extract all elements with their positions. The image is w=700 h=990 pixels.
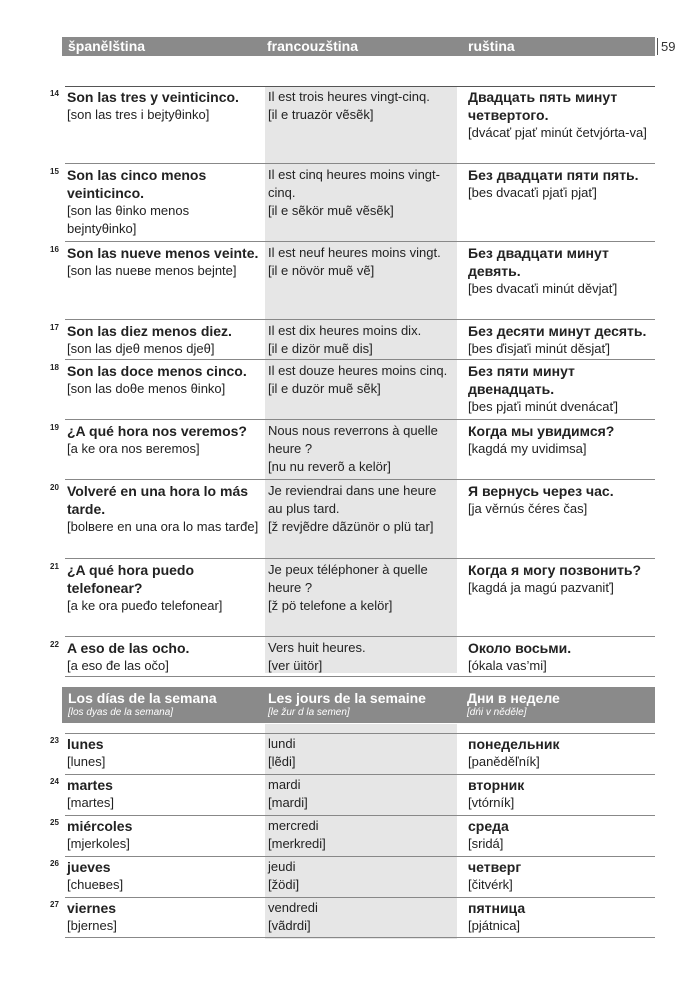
cell-fr xyxy=(268,899,454,935)
phrase-es: A eso de las ocho. xyxy=(67,640,190,656)
item-number: 16 xyxy=(50,245,59,254)
column-header-bar xyxy=(62,37,655,56)
cell-ru xyxy=(468,561,653,597)
phrase-es: Son las tres y veinticinco. xyxy=(67,89,239,105)
phrase-fr: Il est douze heures moins cinq. xyxy=(268,363,448,378)
cell-es xyxy=(67,362,262,398)
cell-ru xyxy=(468,362,653,416)
pronunciation-fr: [il e növör muẽ vẽ] xyxy=(268,263,375,278)
pronunciation-fr: [ž pö telefone a kelör] xyxy=(268,598,393,613)
row-divider xyxy=(65,241,655,242)
pronunciation-fr: [ver üitör] xyxy=(268,658,323,673)
pronunciation-fr: [merkredi] xyxy=(268,836,326,851)
section-title-ru: Дни в неделе xyxy=(467,690,560,706)
cell-fr xyxy=(268,422,454,476)
section-title-es: Los días de la semana xyxy=(68,690,217,706)
phrase-ru: вторник xyxy=(468,777,525,793)
cell-fr xyxy=(268,858,454,894)
cell-ru xyxy=(468,88,653,142)
phrase-ru: Около восьми. xyxy=(468,640,572,656)
page-number: 59 xyxy=(657,38,675,55)
section-pron-ru: [dńi v nědělе] xyxy=(467,707,527,718)
phrase-ru: четверг xyxy=(468,859,522,875)
phrase-es: miércoles xyxy=(67,818,133,834)
item-number: 22 xyxy=(50,640,59,649)
phrase-es: Volveré en una hora lo más tarde. xyxy=(67,483,249,517)
header-french: francouzština xyxy=(267,38,359,54)
cell-es xyxy=(67,817,262,853)
pronunciation-ru: [bes ďisjaťi minút děsjať] xyxy=(468,341,611,356)
pronunciation-es: [mjerkoles] xyxy=(67,836,130,851)
row-divider xyxy=(65,319,655,320)
phrase-fr: Je reviendrai dans une heure au plus tard. xyxy=(268,483,437,516)
cell-ru xyxy=(468,639,653,675)
pronunciation-fr: [žödi] xyxy=(268,877,300,892)
phrase-es: jueves xyxy=(67,859,111,875)
phrase-ru: среда xyxy=(468,818,509,834)
pronunciation-ru: [bes dvacaťi minút děvjať] xyxy=(468,281,618,296)
cell-es xyxy=(67,561,262,615)
pronunciation-es: [chueвes] xyxy=(67,877,124,892)
cell-fr xyxy=(268,735,454,771)
phrase-es: martes xyxy=(67,777,113,793)
cell-fr xyxy=(268,561,454,615)
cell-fr xyxy=(268,817,454,853)
pronunciation-es: [bjernes] xyxy=(67,918,117,933)
row-divider xyxy=(65,937,655,938)
cell-ru xyxy=(468,422,653,458)
pronunciation-es: [son las doθe menos θinko] xyxy=(67,381,226,396)
pronunciation-fr: [vãdrdi] xyxy=(268,918,311,933)
item-number: 19 xyxy=(50,423,59,432)
pronunciation-ru: [bes dvacaťi pjaťi pjať] xyxy=(468,185,597,200)
cell-fr xyxy=(268,482,454,536)
cell-fr xyxy=(268,639,454,675)
row-divider xyxy=(65,359,655,360)
cell-es xyxy=(67,858,262,894)
pronunciation-es: [son las nueвe menos bejnte] xyxy=(67,263,237,278)
pronunciation-ru: [vtórník] xyxy=(468,795,515,810)
section-pron-fr: [le žur d la semen] xyxy=(268,707,350,718)
item-number: 27 xyxy=(50,900,59,909)
section-header-days xyxy=(62,687,655,723)
pronunciation-es: [son las θinko menos bejntyθinko] xyxy=(67,203,190,236)
phrase-ru: Без пяти минут двенадцать. xyxy=(468,363,575,397)
item-number: 20 xyxy=(50,483,59,492)
phrase-es: Son las cinco menos veinticinco. xyxy=(67,167,207,201)
pronunciation-es: [a ke ora nos вeremos] xyxy=(67,441,200,456)
cell-ru xyxy=(468,817,653,853)
phrase-fr: jeudi xyxy=(268,859,296,874)
row-divider xyxy=(65,419,655,420)
row-divider xyxy=(65,897,655,898)
header-russian: ruština xyxy=(468,38,515,54)
row-divider xyxy=(65,479,655,480)
phrase-es: viernes xyxy=(67,900,117,916)
cell-fr xyxy=(268,776,454,812)
pronunciation-fr: [il e sẽkör muẽ vẽsẽk] xyxy=(268,203,394,218)
pronunciation-ru: [čitvérk] xyxy=(468,877,513,892)
pronunciation-es: [son las tres i bejtyθinko] xyxy=(67,107,210,122)
cell-es xyxy=(67,244,262,280)
phrase-ru: Без двадцати минут девять. xyxy=(468,245,609,279)
phrase-ru: Двадцать пять минут четвертого. xyxy=(468,89,618,123)
cell-es xyxy=(67,735,262,771)
pronunciation-fr: [il e duzör muẽ sẽk] xyxy=(268,381,381,396)
item-number: 15 xyxy=(50,167,59,176)
item-number: 24 xyxy=(50,777,59,786)
row-divider xyxy=(65,856,655,857)
cell-es xyxy=(67,776,262,812)
pronunciation-ru: [paněděľník] xyxy=(468,754,540,769)
phrase-fr: Il est cinq heures moins vingt-cinq. xyxy=(268,167,440,200)
item-number: 14 xyxy=(50,89,59,98)
phrase-es: ¿A qué hora puedo telefonear? xyxy=(67,562,195,596)
pronunciation-es: [son las djeθ menos djeθ] xyxy=(67,341,215,356)
phrase-es: Son las nueve menos veinte. xyxy=(67,245,259,261)
cell-fr xyxy=(268,244,454,280)
phrase-ru: Без десяти минут десять. xyxy=(468,323,647,339)
row-divider xyxy=(65,163,655,164)
phrase-ru: Когда я могу позвонить? xyxy=(468,562,642,578)
phrase-es: lunes xyxy=(67,736,104,752)
row-divider xyxy=(65,676,655,677)
cell-es xyxy=(67,482,262,536)
section-title-fr: Les jours de la semaine xyxy=(268,690,426,706)
cell-ru xyxy=(468,166,653,202)
item-number: 23 xyxy=(50,736,59,745)
cell-ru xyxy=(468,899,653,935)
phrase-fr: Il est dix heures moins dix. xyxy=(268,323,422,338)
cell-fr xyxy=(268,88,454,124)
pronunciation-fr: [nu nu reverõ a kelör] xyxy=(268,459,391,474)
phrase-fr: Nous nous reverrons à quelle heure ? xyxy=(268,423,438,456)
row-divider xyxy=(65,86,655,87)
phrase-fr: vendredi xyxy=(268,900,318,915)
cell-fr xyxy=(268,362,454,398)
pronunciation-es: [a ke ora pueđo telefonear] xyxy=(67,598,223,613)
pronunciation-ru: [bes pjaťi minút dvenácať] xyxy=(468,399,618,414)
phrase-fr: Je peux téléphoner à quelle heure ? xyxy=(268,562,428,595)
pronunciation-ru: [kagdá ja magú pazvaniť] xyxy=(468,580,614,595)
pronunciation-ru: [ja věrnús čéres čas] xyxy=(468,501,588,516)
pronunciation-ru: [pjátnica] xyxy=(468,918,521,933)
pronunciation-ru: [dvácať pjať minút četvjórta-va] xyxy=(468,125,647,140)
pronunciation-es: [a eso đe las očo] xyxy=(67,658,169,673)
pronunciation-ru: [kagdá my uvidimsa] xyxy=(468,441,587,456)
pronunciation-ru: [sridá] xyxy=(468,836,504,851)
item-number: 21 xyxy=(50,562,59,571)
phrase-es: ¿A qué hora nos veremos? xyxy=(67,423,247,439)
row-divider xyxy=(65,774,655,775)
cell-es xyxy=(67,899,262,935)
cell-es xyxy=(67,88,262,124)
cell-ru xyxy=(468,735,653,771)
cell-ru xyxy=(468,776,653,812)
phrase-ru: Я вернусь через час. xyxy=(468,483,614,499)
cell-ru xyxy=(468,482,653,518)
section-pron-es: [los dyas de la semana] xyxy=(68,707,174,718)
cell-es xyxy=(67,322,262,358)
phrase-fr: lundi xyxy=(268,736,296,751)
item-number: 26 xyxy=(50,859,59,868)
pronunciation-es: [bolвere en una ora lo mas tarđe] xyxy=(67,519,259,534)
pronunciation-fr: [il e dizör muẽ dis] xyxy=(268,341,373,356)
pronunciation-es: [martes] xyxy=(67,795,114,810)
item-number: 18 xyxy=(50,363,59,372)
cell-es xyxy=(67,639,262,675)
row-divider xyxy=(65,733,655,734)
phrase-fr: Il est trois heures vingt-cinq. xyxy=(268,89,430,104)
header-spanish: španělština xyxy=(68,38,146,54)
cell-ru xyxy=(468,244,653,298)
phrase-fr: mercredi xyxy=(268,818,319,833)
row-divider xyxy=(65,636,655,637)
phrase-ru: Без двадцати пяти пять. xyxy=(468,167,639,183)
phrase-ru: понедельник xyxy=(468,736,560,752)
phrase-ru: пятница xyxy=(468,900,526,916)
pronunciation-ru: [ókala vas’mi] xyxy=(468,658,547,673)
item-number: 17 xyxy=(50,323,59,332)
item-number: 25 xyxy=(50,818,59,827)
cell-es xyxy=(67,166,262,238)
pronunciation-es: [lunes] xyxy=(67,754,106,769)
cell-es xyxy=(67,422,262,458)
cell-fr xyxy=(268,322,454,358)
phrase-es: Son las doce menos cinco. xyxy=(67,363,247,379)
pronunciation-fr: [lẽdi] xyxy=(268,754,296,769)
pronunciation-fr: [mardi] xyxy=(268,795,308,810)
phrase-fr: Il est neuf heures moins vingt. xyxy=(268,245,441,260)
row-divider xyxy=(65,558,655,559)
row-divider xyxy=(65,815,655,816)
cell-ru xyxy=(468,322,653,358)
phrase-ru: Когда мы увидимся? xyxy=(468,423,615,439)
pronunciation-fr: [ž revjẽdre dãzünör o plü tar] xyxy=(268,519,434,534)
phrase-es: Son las diez menos diez. xyxy=(67,323,232,339)
pronunciation-fr: [il e truazör vẽsẽk] xyxy=(268,107,374,122)
cell-ru xyxy=(468,858,653,894)
phrase-fr: mardi xyxy=(268,777,301,792)
phrase-fr: Vers huit heures. xyxy=(268,640,366,655)
cell-fr xyxy=(268,166,454,220)
